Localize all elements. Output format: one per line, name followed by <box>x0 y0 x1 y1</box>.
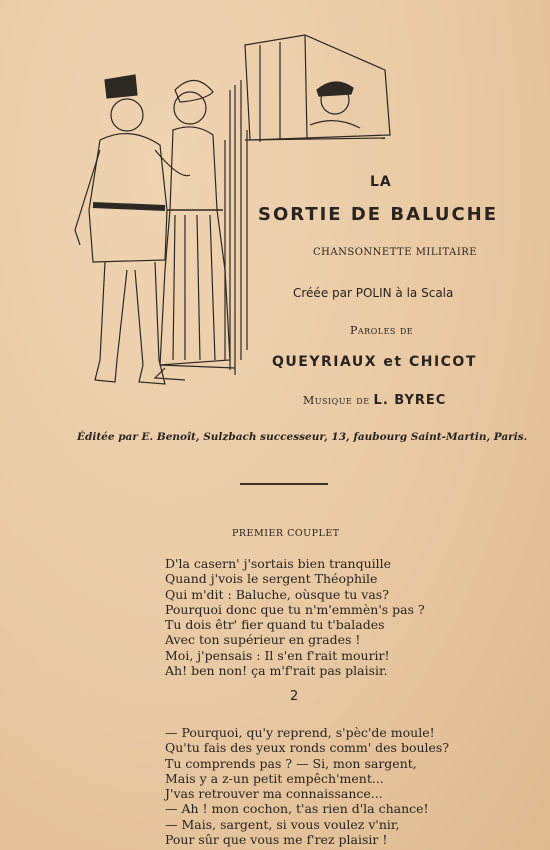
verse-2 <box>165 725 449 847</box>
creation-credit: Créée par POLIN à la Scala <box>293 286 454 300</box>
verse-line: Mais y a z-un petit empêch'ment... <box>165 770 384 786</box>
title-article: LA <box>370 174 392 190</box>
music-label: Musique de <box>303 394 370 407</box>
verse-line: Moi, j'pensais : Il s'en f'rait mourir! <box>165 647 390 663</box>
lyricists: QUEYRIAUX et CHICOT <box>272 354 477 370</box>
verse-line: — Ah ! mon cochon, t'as rien d'la chance! <box>165 801 429 817</box>
verse-line: Ah! ben non! ça m'f'rait pas plaisir. <box>165 663 388 679</box>
verse-line: Tu comprends pas ? — Si, mon sargent, <box>165 755 417 771</box>
song-genre: CHANSONNETTE MILITAIRE <box>313 247 478 258</box>
verse-line: Tu dois êtr' fier quand tu t'balades <box>165 617 385 633</box>
verse-heading: PREMIER COUPLET <box>232 528 340 539</box>
publisher-line: Éditée par E. Benoît, Sulzbach successeur, 13, faubourg Saint-Martin, Paris. <box>77 431 528 443</box>
song-title: SORTIE DE BALUCHE <box>258 204 499 225</box>
verse-line: — Mais, sargent, si vous voulez v'nir, <box>165 816 400 832</box>
composer: L. BYREC <box>373 393 447 408</box>
verse-line: J'vas retrouver ma connaissance... <box>165 786 383 802</box>
verse-line: Qu'tu fais des yeux ronds comm' des boules? <box>165 740 450 756</box>
verse-line: Qui m'dit : Baluche, oùsque tu vas? <box>165 586 389 602</box>
divider-rule <box>240 483 328 485</box>
verse-line: D'la casern' j'sortais bien tranquille <box>165 556 392 571</box>
verse-number: 2 <box>290 689 299 704</box>
music-credit <box>303 393 446 408</box>
verse-1 <box>165 556 425 678</box>
verse-line: Pour sûr que vous me f'rez plaisir ! <box>165 832 388 848</box>
lyrics-label: Paroles de <box>350 324 414 337</box>
verse-line: Quand j'vois le sergent Théophile <box>165 571 378 587</box>
verse-line: Pourquoi donc que tu n'm'emmèn's pas ? <box>165 601 425 617</box>
verse-line: — Pourquoi, qu'y reprend, s'pèc'de moule! <box>165 725 435 740</box>
verse-line: Avec ton supérieur en grades ! <box>165 632 361 648</box>
